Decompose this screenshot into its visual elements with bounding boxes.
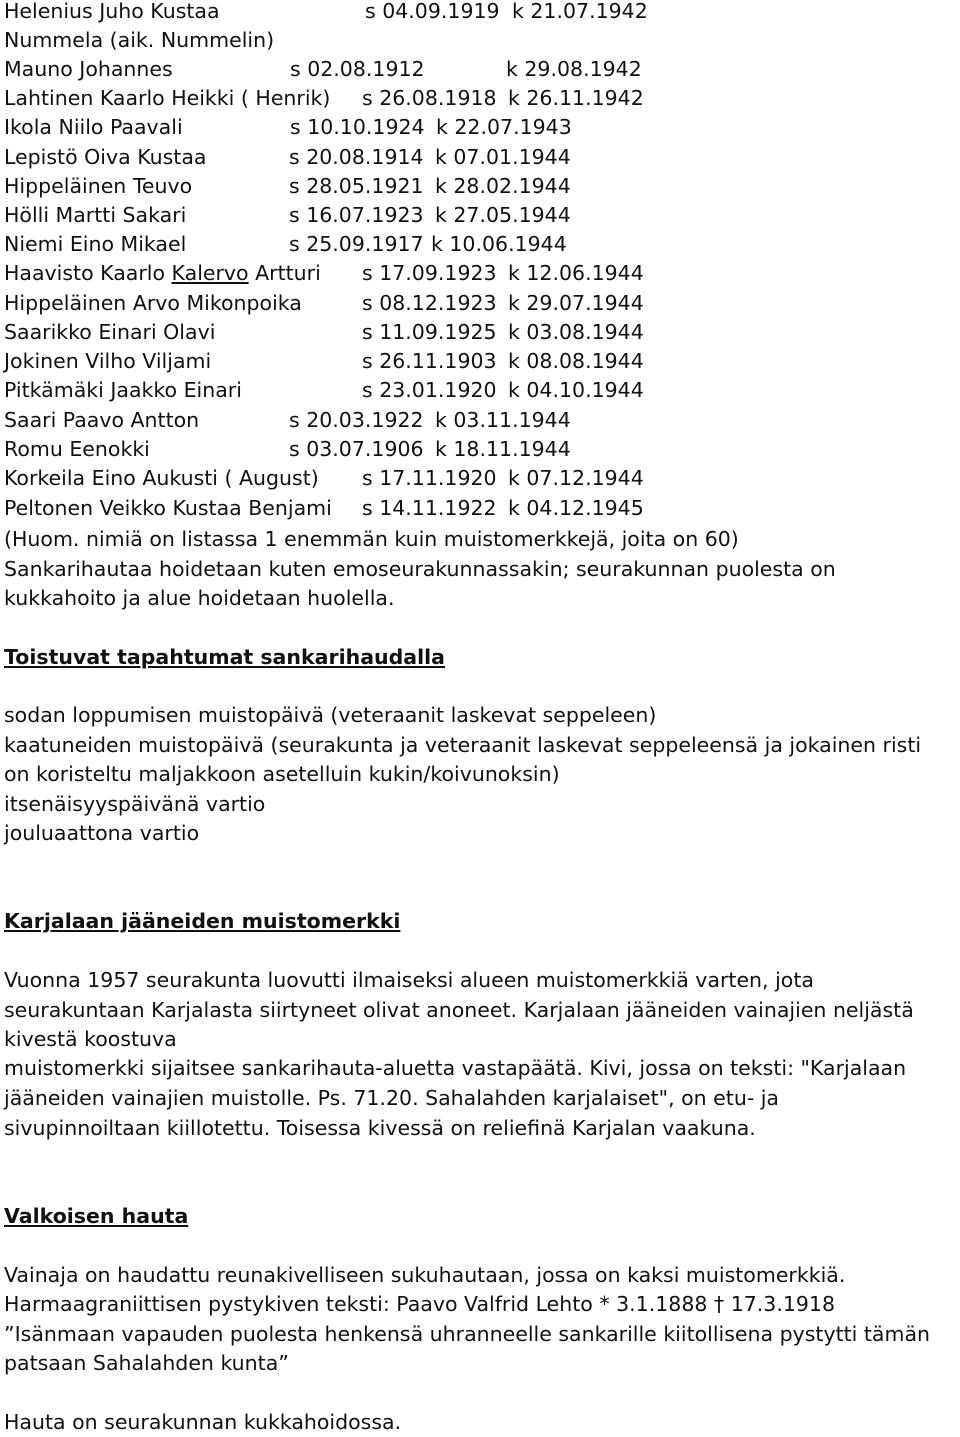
birth-date: s 11.09.1925 bbox=[362, 320, 497, 344]
death-date: k 18.11.1944 bbox=[435, 437, 571, 461]
paragraph-line: Vuonna 1957 seurakunta luovutti ilmaiseksi alueen muistomerkkiä varten, jota bbox=[4, 968, 814, 992]
paragraph-line: sivupinnoiltaan kiillotettu. Toisessa kivessä on reliefinä Karjalan vaakuna. bbox=[4, 1116, 756, 1140]
list-item bbox=[4, 55, 642, 84]
list-item bbox=[4, 289, 644, 318]
name-part: Artturi bbox=[248, 261, 321, 285]
paragraph-line: itsenäisyyspäivänä vartio bbox=[4, 792, 266, 816]
birth-date: s 03.07.1906 bbox=[289, 437, 424, 461]
birth-date: s 28.05.1921 bbox=[289, 174, 424, 198]
person-name: Korkeila Eino Aukusti ( August) bbox=[4, 466, 319, 490]
birth-date: s 26.08.1918 bbox=[362, 86, 497, 110]
paragraph-line: seurakuntaan Karjalasta siirtyneet olivat anoneet. Karjalaan jääneiden vainajien neljästä bbox=[4, 998, 914, 1022]
birth-date: s 20.03.1922 bbox=[289, 408, 424, 432]
death-date: k 29.07.1944 bbox=[508, 291, 644, 315]
note-line: kukkahoito ja alue hoidetaan huolella. bbox=[4, 586, 395, 610]
person-name: Niemi Eino Mikael bbox=[4, 232, 187, 256]
death-date: k 21.07.1942 bbox=[512, 0, 648, 23]
list-item bbox=[4, 464, 644, 493]
birth-date: s 23.01.1920 bbox=[362, 378, 497, 402]
person-name: Hölli Martti Sakari bbox=[4, 203, 187, 227]
section-heading: Toistuvat tapahtumat sankarihaudalla bbox=[4, 645, 446, 669]
list-item bbox=[4, 26, 274, 55]
birth-date: s 25.09.1917 bbox=[289, 232, 424, 256]
birth-date: s 04.09.1919 bbox=[365, 0, 500, 23]
note-line: Sankarihautaa hoidetaan kuten emoseurakunnassakin; seurakunnan puolesta on bbox=[4, 557, 836, 581]
person-name: Pitkämäki Jaakko Einari bbox=[4, 378, 242, 402]
person-name: Romu Eenokki bbox=[4, 437, 150, 461]
birth-date: s 14.11.1922 bbox=[362, 496, 497, 520]
death-date: k 07.01.1944 bbox=[435, 145, 571, 169]
list-item bbox=[4, 376, 644, 405]
list-item bbox=[4, 259, 644, 288]
name-part-underlined: Kalervo bbox=[171, 261, 249, 285]
birth-date: s 17.11.1920 bbox=[362, 466, 497, 490]
person-name: Jokinen Vilho Viljami bbox=[4, 349, 212, 373]
paragraph-line: kaatuneiden muistopäivä (seurakunta ja veteraanit laskevat seppeleensä ja jokainen risti bbox=[4, 733, 922, 757]
death-date: k 04.10.1944 bbox=[508, 378, 644, 402]
person-name: Hippeläinen Arvo Mikonpoika bbox=[4, 291, 302, 315]
birth-date: s 20.08.1914 bbox=[289, 145, 424, 169]
birth-date: s 08.12.1923 bbox=[362, 291, 497, 315]
death-date: k 03.08.1944 bbox=[508, 320, 644, 344]
list-item bbox=[4, 406, 571, 435]
paragraph-line: Vainaja on haudattu reunakivelliseen sukuhautaan, jossa on kaksi muistomerkkiä. bbox=[4, 1263, 846, 1287]
person-name: Saarikko Einari Olavi bbox=[4, 320, 216, 344]
list-item bbox=[4, 113, 572, 142]
person-name: Hippeläinen Teuvo bbox=[4, 174, 193, 198]
list-item bbox=[4, 435, 571, 464]
birth-date: s 17.09.1923 bbox=[362, 261, 497, 285]
list-item bbox=[4, 230, 567, 259]
paragraph-line: jouluaattona vartio bbox=[4, 821, 200, 845]
section-heading: Karjalaan jääneiden muistomerkki bbox=[4, 909, 401, 933]
paragraph-line: sodan loppumisen muistopäivä (veteraanit laskevat seppeleen) bbox=[4, 703, 657, 727]
birth-date: s 16.07.1923 bbox=[289, 203, 424, 227]
paragraph-line: ”Isänmaan vapauden puolesta henkensä uhranneelle sankarille kiitollisena pystytti tämän bbox=[4, 1322, 931, 1346]
name-part: Haavisto Kaarlo bbox=[4, 261, 172, 285]
list-item bbox=[4, 201, 571, 230]
death-date: k 22.07.1943 bbox=[436, 115, 572, 139]
birth-date: s 26.11.1903 bbox=[362, 349, 497, 373]
death-date: k 04.12.1945 bbox=[508, 496, 644, 520]
death-date: k 28.02.1944 bbox=[435, 174, 571, 198]
death-date: k 10.06.1944 bbox=[431, 232, 567, 256]
list-item bbox=[4, 143, 571, 172]
list-item bbox=[4, 84, 644, 113]
person-name: Nummela (aik. Nummelin) bbox=[4, 28, 275, 52]
person-name: Lepistö Oiva Kustaa bbox=[4, 145, 207, 169]
birth-date: s 10.10.1924 bbox=[290, 115, 425, 139]
section-heading: Valkoisen hauta bbox=[4, 1204, 189, 1228]
paragraph-line: muistomerkki sijaitsee sankarihauta-aluetta vastapäätä. Kivi, jossa on teksti: "Karjalaan bbox=[4, 1056, 907, 1080]
birth-date: s 02.08.1912 bbox=[290, 57, 425, 81]
person-name: Ikola Niilo Paavali bbox=[4, 115, 183, 139]
death-date: k 26.11.1942 bbox=[508, 86, 644, 110]
person-name bbox=[4, 261, 321, 285]
list-item bbox=[4, 347, 644, 376]
closing-line: Hauta on seurakunnan kukkahoidossa. bbox=[4, 1410, 402, 1434]
note-line: (Huom. nimiä on listassa 1 enemmän kuin muistomerkkejä, joita on 60) bbox=[4, 527, 739, 551]
person-name: Helenius Juho Kustaa bbox=[4, 0, 220, 23]
paragraph-line: jääneiden vainajien muistolle. Ps. 71.20. Sahalahden karjalaiset", on etu- ja bbox=[4, 1086, 779, 1110]
list-item bbox=[4, 318, 644, 347]
list-item bbox=[4, 172, 571, 201]
death-date: k 08.08.1944 bbox=[508, 349, 644, 373]
person-name: Lahtinen Kaarlo Heikki ( Henrik) bbox=[4, 86, 331, 110]
paragraph-line: on koristeltu maljakkoon asetelluin kukin/koivunoksin) bbox=[4, 762, 560, 786]
paragraph-line: patsaan Sahalahden kunta” bbox=[4, 1351, 289, 1375]
list-item bbox=[4, 0, 648, 26]
death-date: k 07.12.1944 bbox=[508, 466, 644, 490]
death-date: k 03.11.1944 bbox=[435, 408, 571, 432]
person-name: Mauno Johannes bbox=[4, 57, 173, 81]
paragraph-line: Harmaagraniittisen pystykiven teksti: Paavo Valfrid Lehto * 3.1.1888 † 17.3.1918 bbox=[4, 1292, 836, 1316]
person-name: Saari Paavo Antton bbox=[4, 408, 200, 432]
death-date: k 29.08.1942 bbox=[506, 57, 642, 81]
paragraph-line: kivestä koostuva bbox=[4, 1027, 177, 1051]
death-date: k 27.05.1944 bbox=[435, 203, 571, 227]
person-name: Peltonen Veikko Kustaa Benjami bbox=[4, 496, 332, 520]
death-date: k 12.06.1944 bbox=[508, 261, 644, 285]
list-item bbox=[4, 494, 644, 523]
